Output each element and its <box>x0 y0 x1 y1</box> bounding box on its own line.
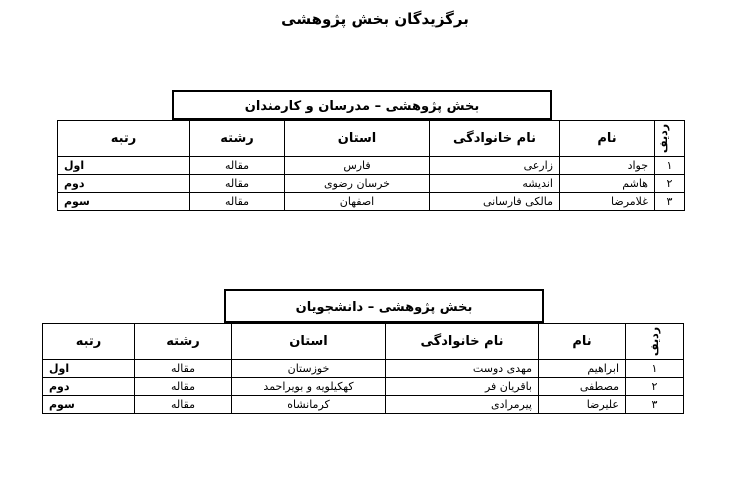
cell-name: علیرضا <box>539 396 626 414</box>
cell-name: هاشم <box>560 175 655 193</box>
cell-rank: اول <box>58 157 190 175</box>
header-family: نام خانوادگی <box>430 121 560 157</box>
header-num-label: ردیف <box>648 326 661 357</box>
cell-province: کرمانشاه <box>232 396 386 414</box>
cell-field: مقاله <box>135 360 232 378</box>
header-field: رشته <box>190 121 285 157</box>
cell-name: مصطفی <box>539 378 626 396</box>
cell-family: باقریان فر <box>386 378 539 396</box>
header-num-label: ردیف <box>656 123 670 154</box>
header-num <box>626 324 684 360</box>
table-row <box>58 175 685 193</box>
cell-num: ۲ <box>626 378 684 396</box>
cell-family: مهدی دوست <box>386 360 539 378</box>
header-family: نام خانوادگی <box>386 324 539 360</box>
cell-family: پیرمرادی <box>386 396 539 414</box>
header-rank: رتبه <box>43 324 135 360</box>
cell-family: زارعی <box>430 157 560 175</box>
header-num <box>655 121 685 157</box>
cell-name: جواد <box>560 157 655 175</box>
cell-rank: سوم <box>58 193 190 211</box>
table-row <box>43 396 684 414</box>
cell-num: ۲ <box>655 175 685 193</box>
cell-field: مقاله <box>190 193 285 211</box>
table-row <box>58 193 685 211</box>
cell-field: مقاله <box>135 378 232 396</box>
cell-num: ۳ <box>655 193 685 211</box>
cell-rank: دوم <box>58 175 190 193</box>
table-row <box>43 378 684 396</box>
cell-num: ۱ <box>655 157 685 175</box>
header-province: استان <box>285 121 430 157</box>
cell-family: مالکی فارسانی <box>430 193 560 211</box>
cell-rank: سوم <box>43 396 135 414</box>
header-province: استان <box>232 324 386 360</box>
cell-field: مقاله <box>135 396 232 414</box>
section1-table <box>57 120 685 211</box>
cell-province: کهکیلویه و بویراحمد <box>232 378 386 396</box>
cell-num: ۳ <box>626 396 684 414</box>
cell-name: ابراهیم <box>539 360 626 378</box>
table-row <box>58 157 685 175</box>
cell-num: ۱ <box>626 360 684 378</box>
cell-province: فارس <box>285 157 430 175</box>
cell-province: خرسان رضوی <box>285 175 430 193</box>
cell-province: خوزستان <box>232 360 386 378</box>
page-title: برگزیدگان بخش پژوهشی <box>281 10 469 28</box>
cell-field: مقاله <box>190 175 285 193</box>
section2-caption: بخش پژوهشی – دانشجویان <box>224 289 544 323</box>
section2-table <box>42 323 684 414</box>
cell-name: غلامرضا <box>560 193 655 211</box>
cell-rank: دوم <box>43 378 135 396</box>
header-field: رشته <box>135 324 232 360</box>
header-rank: رتبه <box>58 121 190 157</box>
header-name: نام <box>560 121 655 157</box>
cell-rank: اول <box>43 360 135 378</box>
cell-field: مقاله <box>190 157 285 175</box>
cell-province: اصفهان <box>285 193 430 211</box>
section1-caption: بخش پژوهشی – مدرسان و کارمندان <box>172 90 552 120</box>
cell-family: اندیشه <box>430 175 560 193</box>
header-name: نام <box>539 324 626 360</box>
table-row <box>43 360 684 378</box>
